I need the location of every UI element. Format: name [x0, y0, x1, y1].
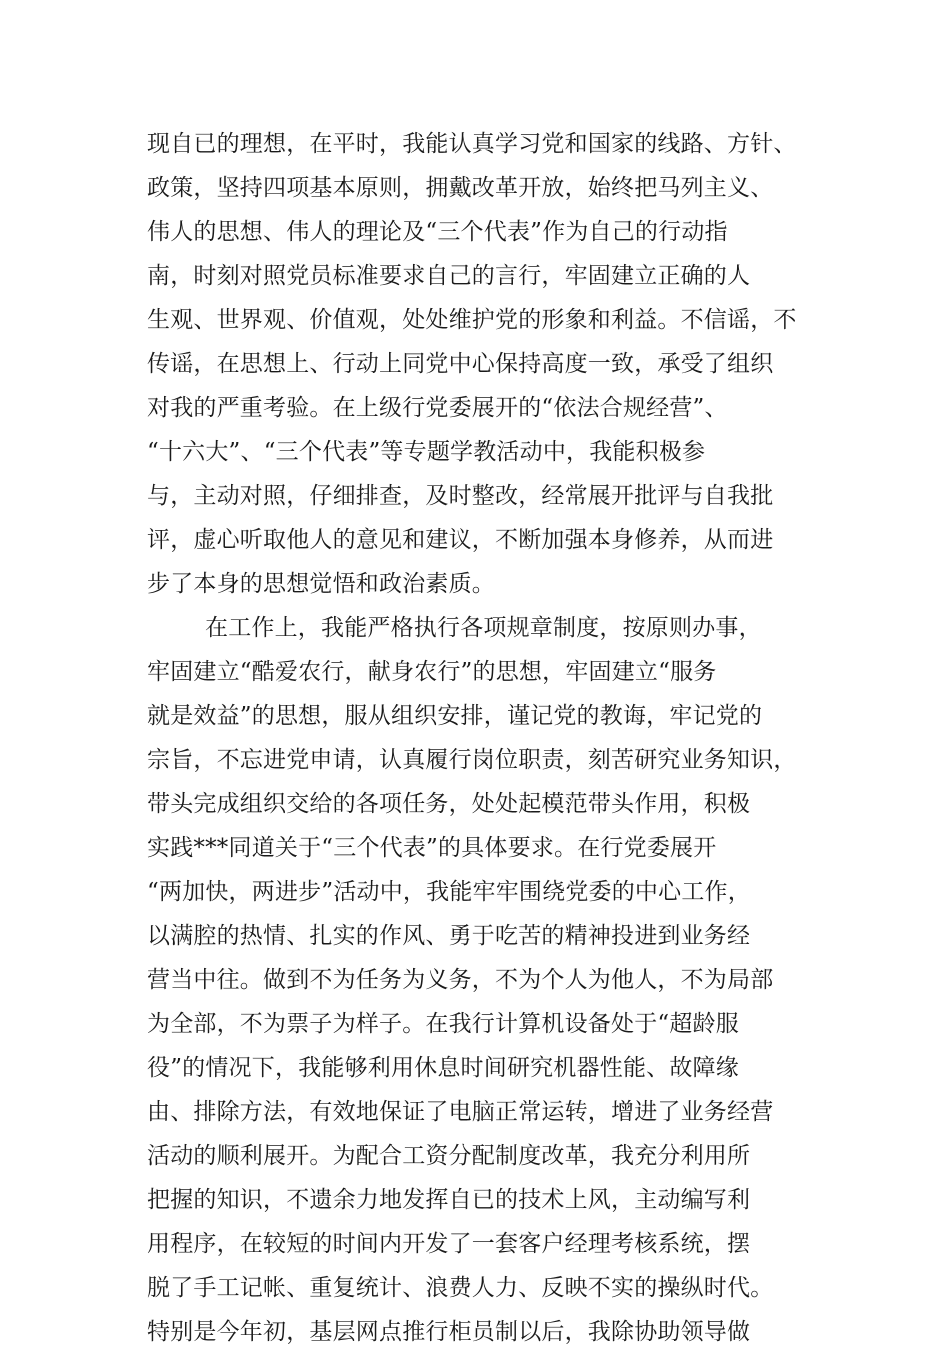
paragraph-line: 伟人的思想、伟人的理论及“三个代表”作为自己的行动指 [147, 219, 728, 245]
paragraph-line: “十六大”、“三个代表”等专题学教活动中，我能积极参 [147, 439, 706, 465]
paragraph-line: 以满腔的热情、扎实的作风、勇于吃苦的精神投进到业务经 [147, 923, 751, 949]
paragraph-first-line: 在工作上，我能严格执行各项规章制度，按原则办事， [205, 615, 762, 641]
paragraph-line: 实践***同道关于“三个代表”的具体要求。在行党委展开 [147, 835, 717, 861]
paragraph-line: 政策，坚持四项基本原则，拥戴改革开放，始终把马列主义、 [147, 175, 774, 201]
paragraph-line: 南，时刻对照党员标准要求自己的言行，牢固建立正确的人 [147, 263, 751, 289]
paragraph-line: 由、排除方法，有效地保证了电脑正常运转，增进了业务经营 [147, 1099, 774, 1125]
paragraph-political-study [147, 122, 827, 606]
paragraph-line: 评，虚心听取他人的意见和建议，不断加强本身修养，从而进 [147, 527, 774, 553]
paragraph-line: 脱了手工记帐、重复统计、浪费人力、反映不实的操纵时代。 [147, 1275, 774, 1301]
paragraph-line: 活动的顺利展开。为配合工资分配制度改革，我充分利用所 [147, 1143, 751, 1169]
paragraph-line: 役”的情况下，我能够利用休息时间研究机器性能、故障缘 [147, 1055, 739, 1081]
paragraph-line: 营当中往。做到不为任务为义务，不为个人为他人，不为局部 [147, 967, 774, 993]
paragraph-line: “两加快，两进步”活动中，我能牢牢围绕党委的中心工作， [147, 879, 751, 905]
paragraph-work-performance [147, 606, 827, 1354]
paragraph-line: 牢固建立“酷爱农行，献身农行”的思想，牢固建立“服务 [147, 659, 717, 685]
paragraph-line: 特别是今年初，基层网点推行柜员制以后，我除协助领导做 [147, 1319, 751, 1345]
paragraph-line: 宗旨，不忘进党申请，认真履行岗位职责，刻苦研究业务知识， [147, 747, 797, 773]
paragraph-line: 与，主动对照，仔细排查，及时整改，经常展开批评与自我批 [147, 483, 774, 509]
paragraph-line: 就是效益”的思想，服从组织安排，谨记党的教诲，牢记党的 [147, 703, 763, 729]
document-body [147, 122, 827, 1354]
paragraph-line: 传谣，在思想上、行动上同党中心保持高度一致，承受了组织 [147, 351, 774, 377]
paragraph-line: 为全部，不为票子为样子。在我行计算机设备处于“超龄服 [147, 1011, 739, 1037]
paragraph-line: 带头完成组织交给的各项任务，处处起模范带头作用，积极 [147, 791, 751, 817]
paragraph-line: 用程序，在较短的时间内开发了一套客户经理考核系统，摆 [147, 1231, 751, 1257]
paragraph-line: 把握的知识，不遗余力地发挥自已的技术上风，主动编写利 [147, 1187, 751, 1213]
paragraph-line: 对我的严重考验。在上级行党委展开的“依法合规经营”、 [147, 395, 728, 421]
paragraph-line: 生观、世界观、价值观，处处维护党的形象和利益。不信谣，不 [147, 307, 797, 333]
paragraph-line: 步了本身的思想觉悟和政治素质。 [147, 571, 495, 597]
paragraph-line: 现自已的理想，在平时，我能认真学习党和国家的线路、方针、 [147, 131, 797, 157]
